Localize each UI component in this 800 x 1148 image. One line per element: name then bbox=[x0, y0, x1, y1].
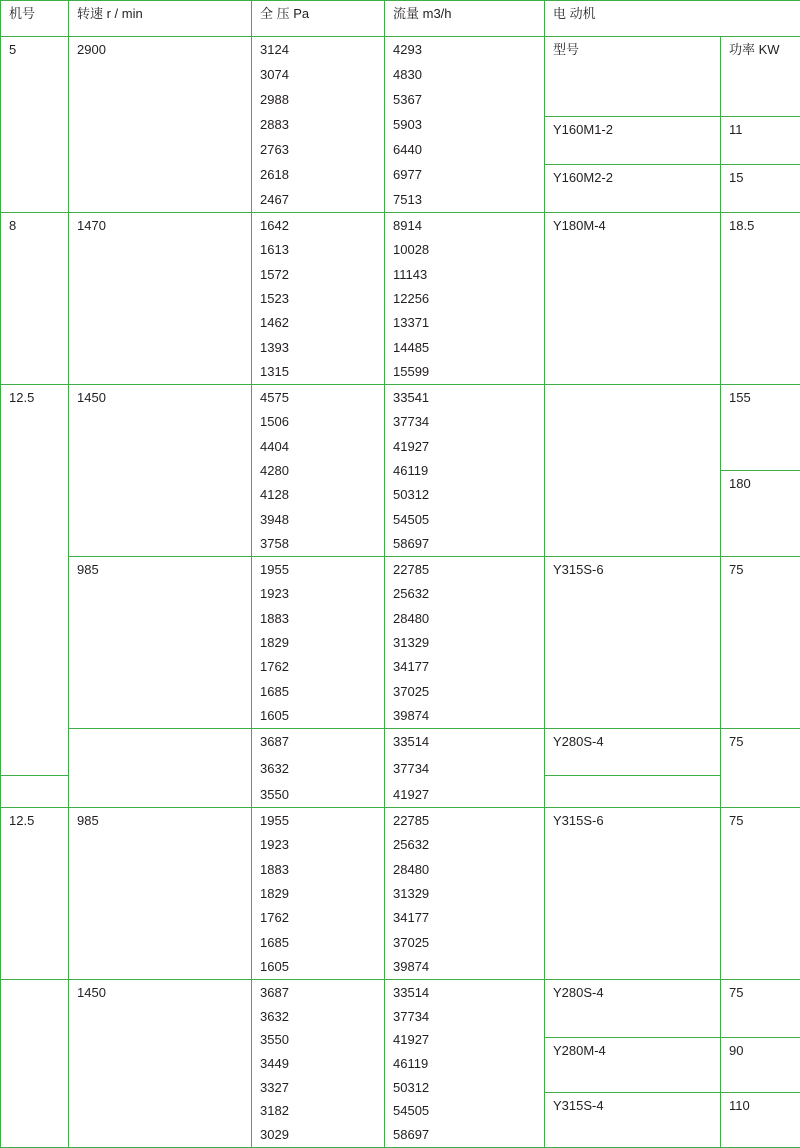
cell-machine-no: 8 bbox=[1, 213, 69, 385]
cell-machine-no bbox=[1, 980, 69, 1148]
header-motor-power bbox=[721, 37, 800, 117]
cell-motor-power: 11 bbox=[721, 117, 800, 165]
cell-motor-model bbox=[545, 385, 721, 557]
header-machine-no: 机号 bbox=[1, 1, 69, 37]
table-row bbox=[1, 980, 800, 1038]
table-row bbox=[1, 808, 800, 980]
cell-speed: 2900 bbox=[69, 37, 252, 213]
cell-motor-power: 18.5 bbox=[721, 213, 800, 385]
cell-flow-list bbox=[385, 37, 545, 213]
cell-motor-power: 110 bbox=[721, 1093, 800, 1148]
cell-speed: 985 bbox=[69, 557, 252, 729]
cell-flow-list bbox=[385, 213, 545, 385]
pressure-values: 3124 3074 2988 2883 2763 2618 2467 bbox=[260, 43, 376, 206]
cell-motor-model: Y315S-6 bbox=[545, 557, 721, 729]
header-motor: 电 动机 bbox=[545, 1, 800, 37]
cell-pressure-list bbox=[252, 385, 385, 557]
pressure-values: 1955 1923 1883 1829 1762 1685 1605 bbox=[260, 563, 376, 722]
header-motor-model: 型号 bbox=[545, 37, 721, 117]
flow-values: 33541 37734 41927 46119 50312 54505 58697 bbox=[393, 391, 536, 550]
cell-speed: 1450 bbox=[69, 385, 252, 557]
table-header-row bbox=[1, 1, 800, 37]
pressure-values: 1955 1923 1883 1829 1762 1685 1605 bbox=[260, 814, 376, 973]
cell-motor-model: Y280S-4 bbox=[545, 980, 721, 1038]
cell-speed bbox=[69, 729, 252, 808]
pressure-values: 3687 3632 3550 bbox=[260, 735, 376, 801]
motor-power-header-lines: 功率 KW bbox=[729, 43, 792, 56]
header-speed: 转速 r / min bbox=[69, 1, 252, 37]
table-row bbox=[1, 213, 800, 385]
header-flow: 流量 m3/h bbox=[385, 1, 545, 37]
cell-motor-model: Y315S-4 bbox=[545, 1093, 721, 1148]
pressure-values: 1642 1613 1572 1523 1462 1393 1315 bbox=[260, 219, 376, 378]
cell-machine-no: 12.5 bbox=[1, 385, 69, 776]
pressure-values: 3687 3632 3550 3449 3327 3182 3029 bbox=[260, 986, 376, 1141]
table-row bbox=[1, 557, 800, 729]
cell-speed: 1450 bbox=[69, 980, 252, 1148]
cell-motor-model: Y180M-4 bbox=[545, 213, 721, 385]
cell-motor-model: Y160M1-2 bbox=[545, 117, 721, 165]
cell-flow-list bbox=[385, 557, 545, 729]
cell-pressure-list bbox=[252, 980, 385, 1148]
flow-values: 22785 25632 28480 31329 34177 37025 39874 bbox=[393, 563, 536, 722]
flow-values: 4293 4830 5367 5903 6440 6977 7513 bbox=[393, 43, 536, 206]
cell-motor-model bbox=[1, 776, 69, 808]
cell-motor-model: Y280M-4 bbox=[545, 1038, 721, 1093]
table-row bbox=[1, 729, 800, 776]
cell-motor-model: Y315S-6 bbox=[545, 808, 721, 980]
cell-pressure-list bbox=[252, 213, 385, 385]
cell-motor-power: 75 bbox=[721, 980, 800, 1038]
cell-motor-power: 90 bbox=[721, 1038, 800, 1093]
cell-pressure-list bbox=[252, 729, 385, 808]
cell-machine-no: 5 bbox=[1, 37, 69, 213]
cell-motor-power: 180 bbox=[721, 471, 800, 557]
cell-flow-list bbox=[385, 980, 545, 1148]
cell-motor-power: 75 bbox=[721, 557, 800, 729]
pressure-values: 4575 1506 4404 4280 4128 3948 3758 bbox=[260, 391, 376, 550]
cell-speed: 985 bbox=[69, 808, 252, 980]
cell-motor-power: 75 bbox=[721, 808, 800, 980]
cell-flow-list bbox=[385, 385, 545, 557]
cell-flow-list bbox=[385, 729, 545, 808]
flow-values: 33514 37734 41927 bbox=[393, 735, 536, 801]
cell-motor-model: Y280S-4 bbox=[545, 729, 721, 776]
cell-pressure-list bbox=[252, 37, 385, 213]
cell-motor-model: Y160M2-2 bbox=[545, 165, 721, 213]
cell-pressure-list bbox=[252, 808, 385, 980]
flow-values: 8914 10028 11143 12256 13371 14485 15599 bbox=[393, 219, 536, 378]
cell-speed: 1470 bbox=[69, 213, 252, 385]
cell-pressure-list bbox=[252, 557, 385, 729]
table-row bbox=[1, 37, 800, 117]
cell-motor-power: 15 bbox=[721, 165, 800, 213]
cell-motor-power: 155 bbox=[721, 385, 800, 471]
cell-machine-no: 12.5 bbox=[1, 808, 69, 980]
cell-motor-power: 75 bbox=[721, 729, 800, 808]
header-total-pressure: 全 压 Pa bbox=[252, 1, 385, 37]
cell-flow-list bbox=[385, 808, 545, 980]
table-row bbox=[1, 385, 800, 471]
flow-values: 22785 25632 28480 31329 34177 37025 39874 bbox=[393, 814, 536, 973]
flow-values: 33514 37734 41927 46119 50312 54505 58697 bbox=[393, 986, 536, 1141]
